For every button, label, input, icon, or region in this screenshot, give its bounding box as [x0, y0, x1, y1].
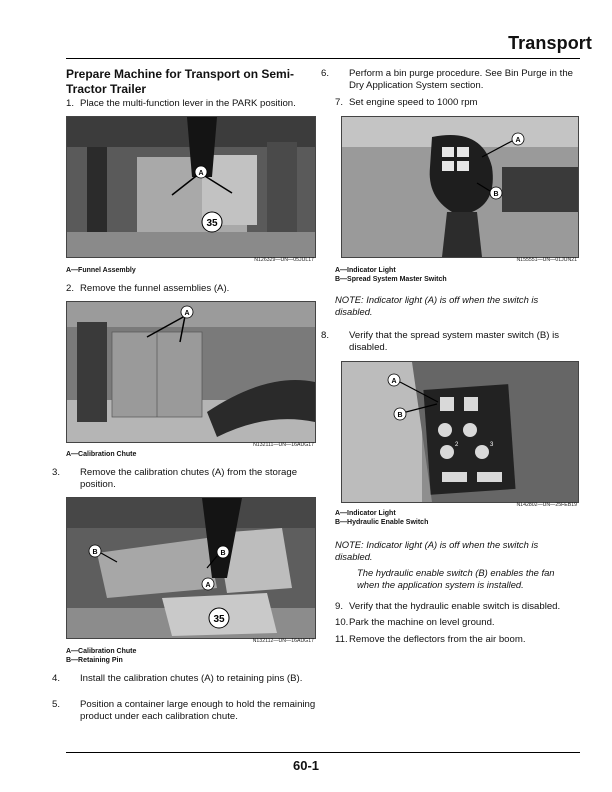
figure-multi-function-lever	[341, 116, 579, 258]
legend-item: A—Indicator Light	[335, 267, 396, 274]
speed-badge: 35	[213, 614, 225, 625]
legend-item: B—Spread System Master Switch	[335, 276, 447, 283]
step-number: 3.	[52, 467, 61, 478]
legend-item: B—Retaining Pin	[66, 657, 123, 664]
figure-calibration-chute	[66, 301, 316, 443]
step-9	[335, 601, 585, 613]
step-text: Perform a bin purge procedure. See Bin Purge in the Dry Application System section.	[349, 68, 573, 91]
figure-ref: N155551—UN—01JUN21	[516, 257, 577, 263]
step-text: Remove the deflectors from the air boom.	[349, 634, 526, 645]
callout-a: A	[184, 310, 190, 317]
legend-item: A—Calibration Chute	[66, 648, 137, 655]
step-text: Position a container large enough to hold the remaining product under each calibration chute.	[80, 699, 316, 722]
step-number: 2.	[66, 283, 75, 294]
callout-a: A	[205, 582, 211, 589]
step-number: 5.	[52, 699, 61, 710]
step-3	[52, 467, 316, 491]
step-text: Park the machine on level ground.	[349, 617, 495, 628]
step-number: 10.	[335, 617, 349, 628]
figure-ref: N132111—UN—16AUG17	[253, 442, 314, 448]
legend-item: A—Funnel Assembly	[66, 267, 136, 274]
step-6	[321, 68, 585, 92]
step-number: 7.	[335, 97, 344, 108]
step-text: Remove the calibration chutes (A) from the storage position.	[80, 467, 298, 490]
switch-number: 3	[490, 442, 494, 448]
section-heading: Prepare Machine for Transport on Semi-Tractor Trailer	[66, 67, 295, 96]
callout-b: B	[493, 191, 499, 198]
header-rule	[66, 58, 580, 59]
step-number: 4.	[52, 673, 61, 684]
callout-a: A	[391, 378, 397, 385]
step-number: 8.	[321, 330, 330, 341]
legend-item: A—Calibration Chute	[66, 451, 137, 458]
step-number: 6.	[321, 68, 330, 79]
step-text: Verify that the hydraulic enable switch is disabled.	[349, 601, 561, 612]
callout-b: B	[397, 412, 403, 419]
step-4	[52, 673, 316, 685]
figure-switch-panel	[341, 361, 579, 503]
figure-ref: N132112—UN—16AUG17	[252, 638, 314, 644]
step-text: Verify that the spread system master switch (B) is disabled.	[349, 330, 560, 353]
step-5	[52, 699, 316, 723]
callout-a: A	[515, 137, 521, 144]
callout-a: A	[198, 170, 204, 177]
note-text: NOTE: Indicator light (A) is off when the switch is disabled.	[335, 294, 539, 317]
step-text: Install the calibration chutes (A) to retaining pins (B).	[80, 673, 303, 684]
figure-ref: N126329—UN—05JUL17	[254, 257, 314, 263]
step-2	[66, 283, 316, 295]
step-1	[66, 98, 316, 110]
figure-chutes-retaining-pins	[66, 497, 316, 639]
switch-number: 2	[455, 442, 459, 448]
step-11	[335, 634, 585, 646]
step-text: Set engine speed to 1000 rpm	[349, 97, 478, 108]
step-text: Remove the funnel assemblies (A).	[80, 283, 230, 294]
footer-rule	[66, 752, 580, 753]
note-text: The hydraulic enable switch (B) enables the fan when the application system is installed.	[357, 567, 555, 590]
legend-item: A—Indicator Light	[335, 510, 396, 517]
callout-b: B	[92, 549, 98, 556]
note-text: NOTE: Indicator light (A) is off when the switch is disabled.	[335, 539, 539, 562]
figure-ref: N142802—UN—25FEB19	[516, 502, 577, 508]
page-title: Transport	[508, 33, 592, 53]
step-number: 1.	[66, 98, 75, 109]
step-10	[335, 617, 585, 629]
step-8	[321, 330, 585, 354]
step-number: 11.	[335, 634, 348, 645]
note	[335, 539, 575, 591]
speed-badge: 35	[206, 218, 218, 229]
figure-funnel-assembly	[66, 116, 316, 258]
legend-item: B—Hydraulic Enable Switch	[335, 519, 429, 526]
callout-b: B	[220, 550, 226, 557]
step-number: 9.	[335, 601, 344, 612]
step-7	[335, 97, 585, 109]
page-number: 60-1	[292, 758, 320, 773]
step-text: Place the multi-function lever in the PARK position.	[80, 98, 296, 109]
note	[335, 294, 575, 318]
